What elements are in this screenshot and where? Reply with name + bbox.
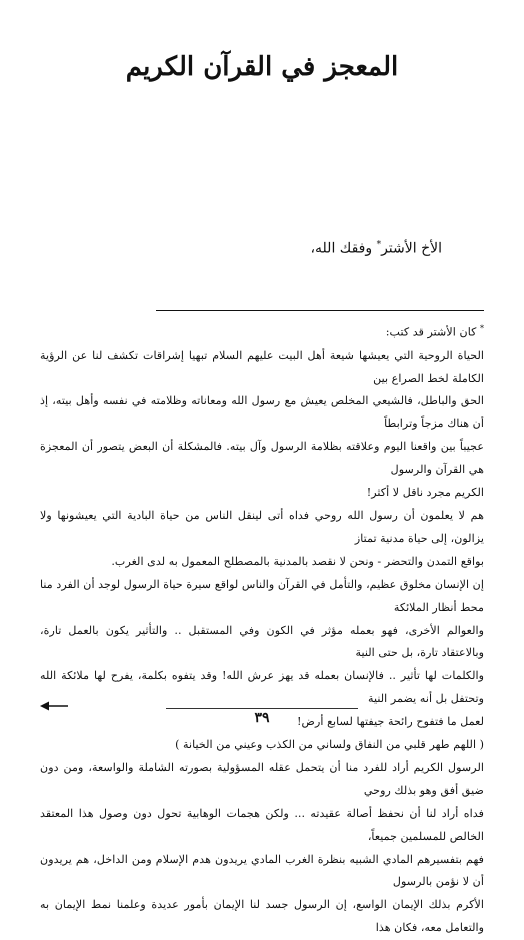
footnote-body — [40, 318, 484, 940]
footnote-line: الرسول الكريم أراد للفرد منا أن يتحمل عقله المسؤولية بصورته الشاملة والواسعة، ومن دون ضيق أفق وهو بذلك روحي — [40, 760, 484, 797]
footnote-line — [40, 318, 484, 345]
footnote-line: الحق والباطل، فالشيعي المخلص يعيش مع رسول الله ومعاناته وظلامته في نفسه وأهل بيته، إذ أن هناك مزجاً وترابطاً — [40, 394, 484, 431]
footnote-line: الحياة الروحية التي يعيشها شيعة أهل البيت عليهم السلام تبهيا إشراقات تكشف لنا عن الرؤية الكاملة لخط الصراع بين — [40, 348, 484, 385]
salutation — [311, 240, 442, 257]
footnote-line: لعمل ما فتفوح رائحة جيفتها لسابع أرض! — [296, 715, 484, 729]
footnote-line: إن الإنسان مخلوق عظيم، والتأمل في القرآن والناس لواقع سيرة حياة الرسول لوجد أن الفرد منا محط أنظار الملائكة — [40, 577, 484, 614]
footnote-line: الكريم مجرد ناقل لا أكثر! — [366, 486, 484, 500]
page-number-divider — [166, 708, 358, 709]
salutation-prefix: الأخ الأشتر — [381, 240, 442, 257]
footnote-line: ( اللهم طهر قلبي من النفاق ولساني من الكذب وعيني من الخيانة ) — [175, 738, 484, 752]
footnote-mark: * — [480, 324, 484, 333]
footnote-line: بواقع التمدن والتحضر - ونحن لا نقصد بالمدنية بالمصطلح المعمول به لدى الغرب. — [111, 554, 484, 568]
footnote-line: فداه أراد لنا أن نحفظ أصالة عقيدته ... ولكن هجمات الوهابية تحول دون وصول هذا المعتقد الخالص للمسلمين جميعاً، — [40, 806, 484, 843]
footnote-line: هم لا يعلمون أن رسول الله روحي فداه أتى لينقل الناس من حياة البادية التي يعيشونها ولا يزالون، إلى حياة مدنية تمتاز — [40, 508, 484, 545]
footnote-divider — [156, 310, 484, 311]
footnote-line: والكلمات لها تأثير .. فالإنسان بعمله قد يهز عرش الله! وقد يتفوه بكلمة، يفرح لها ملائكة الله وتحتفل بل أنه يضمر النية — [40, 669, 484, 706]
footnote-line: والعوالم الأخرى، فهو بعمله مؤثر في الكون وفي المستقبل .. والتأثير يكون بالعمل تارة، وبالاعتقاد تارة، بل حتى النية — [40, 623, 484, 660]
page-title: المعجز في القرآن الكريم — [125, 52, 399, 82]
footnote-line: عجيباً بين واقعنا اليوم وعلاقته بظلامة الرسول وآل بيته. فالمشكلة أن البعض يتصور أن المعجزة هي القرآن والرسول — [40, 440, 484, 477]
footnote-line: فهم بتفسيرهم المادي الشبيه بنظرة الغرب المادي يريدون هدم الإسلام ومن الداخل، هم يريدون أن لا نؤمن بالرسول — [40, 852, 484, 889]
salutation-suffix: وفقك الله، — [310, 240, 377, 257]
page-number: ٣٩ — [254, 710, 270, 726]
footnote-reference-mark: * — [376, 240, 382, 250]
footnote-intro: كان الأشتر قد كتب: — [385, 325, 477, 339]
footnote-line: الأكرم بذلك الإيمان الواسع، إن الرسول جسد لنا الإيمان بأمور عديدة وعلمنا نمط الإيمان به والتعامل معه، فكان هذا — [40, 898, 484, 935]
